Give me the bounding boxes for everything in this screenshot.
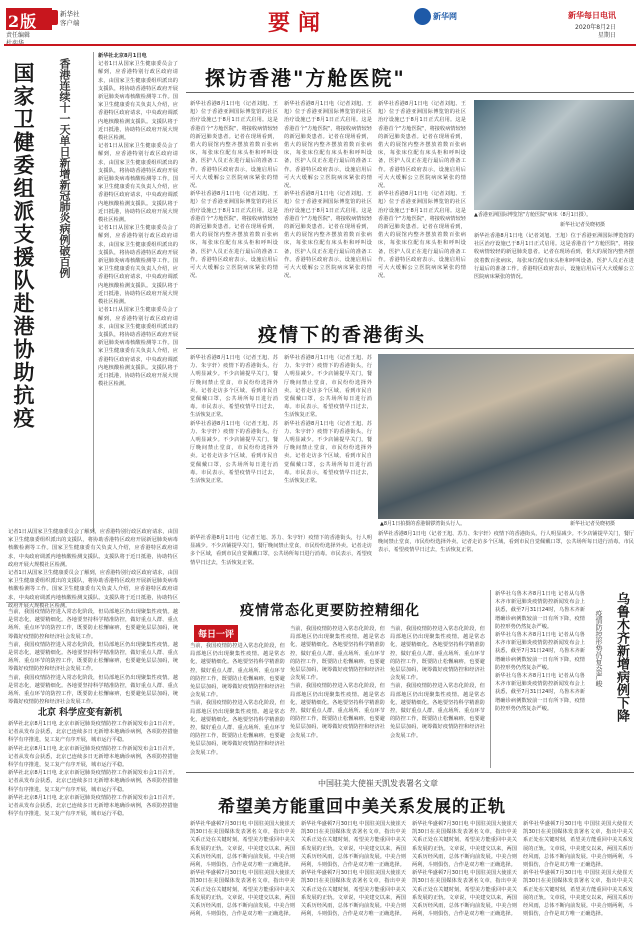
- main-body-text: 新华社香港8月1日电（记者刘旭、王旭）位于香港亚洲国际博览馆的社区治疗设施已于8月1日正式启用。这是香港首个"方舱医院"，将接收病情较轻的新冠肺炎患者。记者在现场看到，偌大的展馆内整齐摆放着数百张病床，每张床位配有床头柜和呼叫设备，医护人员正在进行最后的准备工作。香港特区政府表示，设施启用后可大大缓解公立医院病床紧张的情况。: [474, 233, 634, 281]
- epidemic-body-text: 当前，我国疫情防控进入常态化阶段，但局部地区仍出现聚集性疫情。越是常态化，越要精细化。各地要坚持科学精准防控，做好重点人群、重点场所、重点环节的防控工作，既要防止松懈麻痹，也要避免层层加码，统筹做好疫情防控和经济社会发展工作。: [390, 683, 485, 739]
- us-body-text: 新华社华盛顿7月30日电 中国驻美国大使崔天凯30日在美国媒体发表署名文章，指出中美关系正处在关键时刻，希望美方能重回中美关系发展的正轨。文章说，中美建交以来，两国关系历经风雨，总体不断向前发展。中美合则两利，斗则俱伤，合作是双方唯一正确选择。: [412, 870, 517, 918]
- paper-name: 新华每日电讯: [568, 11, 616, 20]
- science-body: [8, 720, 178, 920]
- issue-date: [575, 24, 616, 40]
- editor-label: 责任编辑: [6, 32, 31, 39]
- epidemic-body-col1: [190, 642, 285, 768]
- section-divider: [6, 602, 180, 603]
- app-promo[interactable]: [60, 10, 80, 28]
- section-divider: [186, 772, 634, 773]
- urumqi-text: 新华社乌鲁木齐8月1日电 记者从乌鲁木齐市新冠肺炎疫情防控新闻发布会上获悉，截至7月31日24时，乌鲁木齐新增确诊病例数较前一日有所下降，疫情防控形势仍然复杂严峻。: [495, 673, 585, 712]
- main-body-text: 新华社香港8月1日电（记者刘旭、王旭）位于香港亚洲国际博览馆的社区治疗设施已于8月1日正式启用。这是香港首个"方舱医院"，将接收病情较轻的新冠肺炎患者。记者在现场看到，偌大的展馆内整齐摆放着数百张病床，每张床位配有床头柜和呼叫设备，医护人员正在进行最后的准备工作。香港特区政府表示，设施启用后可大大缓解公立医院病床紧张的情况。: [284, 191, 372, 280]
- epidemic-body-col2: [290, 625, 385, 768]
- us-kicker: 中国驻美大使崔天凯发表署名文章: [318, 779, 438, 788]
- main-body-col3: [378, 100, 466, 325]
- headline-rule: [186, 348, 634, 349]
- left-byline: 新华社北京8月1日电: [98, 53, 147, 59]
- left-article-tail: [8, 528, 178, 609]
- urumqi-headline: 乌鲁木齐新增病例下降: [614, 592, 629, 722]
- epidemic-body-text: 当前，我国疫情防控进入常态化阶段，但局部地区仍出现聚集性疫情。越是常态化，越要精细化。各地要坚持科学精准防控，做好重点人群、重点场所、重点环节的防控工作，既要防止松懈麻痹，也要避免层层加码，统筹做好疫情防控和经济社会发展工作。: [390, 626, 485, 682]
- left-kicker: 香港连续十一天单日新增新冠肺炎病例破百例: [58, 58, 71, 278]
- qr-code-icon: [47, 10, 58, 25]
- main-body-text: 新华社香港8月1日电（记者刘旭、王旭）位于香港亚洲国际博览馆的社区治疗设施已于8月1日正式启用。这是香港首个"方舱医院"，将接收病情较轻的新冠肺炎患者。记者在现场看到，偌大的展馆内整齐摆放着数百张病床，每张床位配有床头柜和呼叫设备，医护人员正在进行最后的准备工作。香港特区政府表示，设施启用后可大大缓解公立医院病床紧张的情况。: [378, 191, 466, 280]
- photo-credit: 新华社记者吴晓初摄: [560, 222, 606, 228]
- date-text: 2020年8月2日: [575, 24, 616, 31]
- street-body-text: 新华社香港8月1日电（记者王旭、苏力、朱宇轩）疫情下的香港街头，行人明显减少。不少店铺提早关门，餐厅晚间禁止堂食，市民纷纷选择外卖。记者走访多个区域，看到市民自觉佩戴口罩，公共场所每日进行消毒。市民表示，希望疫情早日过去，生活恢复正常。: [190, 355, 278, 419]
- main-body-col4: [474, 232, 634, 324]
- page-number: 2版: [8, 12, 38, 31]
- section-title: 要闻: [268, 10, 329, 36]
- urumqi-body: [495, 590, 585, 768]
- column-divider: [93, 52, 94, 532]
- left-second-text: 当前，我国疫情防控进入常态化阶段，但局部地区仍出现聚集性疫情。越是常态化，越要精细化。各地要坚持科学精准防控，做好重点人群、重点场所、重点环节的防控工作，既要防止松懈麻痹，也要避免层层加码，统筹做好疫情防控和经济社会发展工作。: [8, 609, 178, 640]
- epidemic-body-text: 当前，我国疫情防控进入常态化阶段，但局部地区仍出现聚集性疫情。越是常态化，越要精细化。各地要坚持科学精准防控，做好重点人群、重点场所、重点环节的防控工作，既要防止松懈麻痹，也要避免层层加码，统筹做好疫情防控和经济社会发展工作。: [290, 626, 385, 682]
- street-body-text: 新华社香港8月1日电（记者王旭、苏力、朱宇轩）疫情下的香港街头，行人明显减少。不少店铺提早关门，餐厅晚间禁止堂食，市民纷纷选择外卖。记者走访多个区域，看到市民自觉佩戴口罩，公共场所每日进行消毒。市民表示，希望疫情早日过去，生活恢复正常。: [284, 355, 372, 419]
- us-body-col2: [301, 820, 406, 920]
- epidemic-body-text: 当前，我国疫情防控进入常态化阶段，但局部地区仍出现聚集性疫情。越是常态化，越要精细化。各地要坚持科学精准防控，做好重点人群、重点场所、重点环节的防控工作，既要防止松懈麻痹，也要避免层层加码，统筹做好疫情防控和经济社会发展工作。: [290, 683, 385, 739]
- left-body-text-cont: 记者1日从国家卫生健康委员会了解到，应香港特别行政区政府请求，由国家卫生健康委组织派出的支援队，将协助香港特区政府开展新冠肺炎病毒核酸检测等工作。国家卫生健康委有关负责人介绍，应香港特区政府请求，中央政府调派内地核酸检测支援队。支援队将于近日抵港，协助特区政府开展大规模社区检测。: [98, 225, 178, 306]
- left-body-text: 记者1日从国家卫生健康委员会了解到，应香港特别行政区政府请求，由国家卫生健康委组织派出的支援队，将协助香港特区政府开展新冠肺炎病毒核酸检测等工作。国家卫生健康委有关负责人介绍，应香港特区政府请求，中央政府调派内地核酸检测支援队。支援队将于近日抵港，协助特区政府开展大规模社区检测。: [98, 61, 178, 142]
- left-article-body: [98, 52, 178, 472]
- daily-comment-badge: 每日一评: [194, 625, 238, 642]
- science-text: 新华社北京8月1日电 北京市新冠肺炎疫情防控工作新闻发布会1日召开。记者从发布会获悉，北京已连续多日无新增本地确诊病例，各项防控措施科学有序推进，复工复产有序开展，城市运行平稳。: [8, 794, 178, 818]
- us-body-text: 新华社华盛顿7月30日电 中国驻美国大使崔天凯30日在美国媒体发表署名文章，指出中美关系正处在关键时刻，希望美方能重回中美关系发展的正轨。文章说，中美建交以来，两国关系历经风雨，总体不断向前发展。中美合则两利，斗则俱伤，合作是双方唯一正确选择。: [523, 821, 633, 869]
- left-body-text-cont: 记者1日从国家卫生健康委员会了解到，应香港特别行政区政府请求，由国家卫生健康委组织派出的支援队，将协助香港特区政府开展新冠肺炎病毒核酸检测等工作。国家卫生健康委有关负责人介绍，应香港特区政府请求，中央政府调派内地核酸检测支援队。支援队将于近日抵港，协助特区政府开展大规模社区检测。: [98, 307, 178, 388]
- street-photo-caption: ▲8月1日拍摄的香港铜锣湾街头行人。: [380, 521, 466, 527]
- headline-rule: [186, 92, 634, 93]
- street-body-tail2: [190, 534, 372, 574]
- main-body-col1: [190, 100, 278, 325]
- us-body-col1: [190, 820, 295, 920]
- hk-street-photo: [378, 354, 634, 519]
- logo-icon: [414, 8, 431, 25]
- left-headline: 国家卫健委组派支援队赴港协助抗疫: [11, 62, 36, 430]
- main-body-text: 新华社香港8月1日电（记者刘旭、王旭）位于香港亚洲国际博览馆的社区治疗设施已于8月1日正式启用。这是香港首个"方舱医院"，将接收病情较轻的新冠肺炎患者。记者在现场看到，偌大的展馆内整齐摆放着数百张病床，每张床位配有床头柜和呼叫设备，医护人员正在进行最后的准备工作。香港特区政府表示，设施启用后可大大缓解公立医院病床紧张的情况。: [190, 101, 278, 190]
- street-photo-credit: 新华社记者吴晓初摄: [570, 521, 616, 527]
- left-second-text: 当前，我国疫情防控进入常态化阶段，但局部地区仍出现聚集性疫情。越是常态化，越要精细化。各地要坚持科学精准防控，做好重点人群、重点场所、重点环节的防控工作，既要防止松懈麻痹，也要避免层层加码，统筹做好疫情防控和经济社会发展工作。: [8, 641, 178, 673]
- street-body-text: 新华社香港8月1日电（记者王旭、苏力、朱宇轩）疫情下的香港街头，行人明显减少。不少店铺提早关门，餐厅晚间禁止堂食，市民纷纷选择外卖。记者走访多个区域，看到市民自觉佩戴口罩，公共场所每日进行消毒。市民表示，希望疫情早日过去，生活恢复正常。: [190, 420, 278, 485]
- epidemic-body-text: 当前，我国疫情防控进入常态化阶段，但局部地区仍出现聚集性疫情。越是常态化，越要精细化。各地要坚持科学精准防控，做好重点人群、重点场所、重点环节的防控工作，既要防止松懈麻痹，也要避免层层加码，统筹做好疫情防控和经济社会发展工作。: [190, 700, 285, 756]
- street-body-tail: [378, 530, 634, 574]
- us-body-text: 新华社华盛顿7月30日电 中国驻美国大使崔天凯30日在美国媒体发表署名文章，指出中美关系正处在关键时刻，希望美方能重回中美关系发展的正轨。文章说，中美建交以来，两国关系历经风雨，总体不断向前发展。中美合则两利，斗则俱伤，合作是双方唯一正确选择。: [523, 870, 633, 918]
- left-second-article: [8, 608, 178, 706]
- us-body-col4: [523, 820, 633, 920]
- main-body-text: 新华社香港8月1日电（记者刘旭、王旭）位于香港亚洲国际博览馆的社区治疗设施已于8月1日正式启用。这是香港首个"方舱医院"，将接收病情较轻的新冠肺炎患者。记者在现场看到，偌大的展馆内整齐摆放着数百张病床，每张床位配有床头柜和呼叫设备，医护人员正在进行最后的准备工作。香港特区政府表示，设施启用后可大大缓解公立医院病床紧张的情况。: [378, 101, 466, 190]
- street-headline: 疫情下的香港街头: [258, 324, 427, 346]
- urumqi-text: 新华社乌鲁木齐8月1日电 记者从乌鲁木齐市新冠肺炎疫情防控新闻发布会上获悉，截至7月31日24时，乌鲁木齐新增确诊病例数较前一日有所下降，疫情防控形势仍然复杂严峻。: [495, 591, 585, 630]
- main-body-text: 新华社香港8月1日电（记者刘旭、王旭）位于香港亚洲国际博览馆的社区治疗设施已于8月1日正式启用。这是香港首个"方舱医院"，将接收病情较轻的新冠肺炎患者。记者在现场看到，偌大的展馆内整齐摆放着数百张病床，每张床位配有床头柜和呼叫设备，医护人员正在进行最后的准备工作。香港特区政府表示，设施启用后可大大缓解公立医院病床紧张的情况。: [284, 101, 372, 190]
- column-divider: [490, 590, 491, 768]
- main-body-text: 新华社香港8月1日电（记者刘旭、王旭）位于香港亚洲国际博览馆的社区治疗设施已于8月1日正式启用。这是香港首个"方舱医院"，将接收病情较轻的新冠肺炎患者。记者在现场看到，偌大的展馆内整齐摆放着数百张病床，每张床位配有床头柜和呼叫设备，医护人员正在进行最后的准备工作。香港特区政府表示，设施启用后可大大缓解公立医院病床紧张的情况。: [190, 191, 278, 280]
- urumqi-subhead: 疫情防控形势仍复杂严峻: [595, 610, 603, 687]
- us-body-text: 新华社华盛顿7月30日电 中国驻美国大使崔天凯30日在美国媒体发表署名文章，指出中美关系正处在关键时刻，希望美方能重回中美关系发展的正轨。文章说，中美建交以来，两国关系历经风雨，总体不断向前发展。中美合则两利，斗则俱伤，合作是双方唯一正确选择。: [190, 870, 295, 918]
- science-text: 新华社北京8月1日电 北京市新冠肺炎疫情防控工作新闻发布会1日召开。记者从发布会获悉，北京已连续多日无新增本地确诊病例，各项防控措施科学有序推进，复工复产有序开展，城市运行平稳。: [8, 721, 178, 744]
- us-body-col3: [412, 820, 517, 920]
- us-body-text: 新华社华盛顿7月30日电 中国驻美国大使崔天凯30日在美国媒体发表署名文章，指出中美关系正处在关键时刻，希望美方能重回中美关系发展的正轨。文章说，中美建交以来，两国关系历经风雨，总体不断向前发展。中美合则两利，斗则俱伤，合作是双方唯一正确选择。: [412, 821, 517, 869]
- app-label: 客户端: [60, 19, 80, 27]
- us-body-text: 新华社华盛顿7月30日电 中国驻美国大使崔天凯30日在美国媒体发表署名文章，指出中美关系正处在关键时刻，希望美方能重回中美关系发展的正轨。文章说，中美建交以来，两国关系历经风雨，总体不断向前发展。中美合则两利，斗则俱伤，合作是双方唯一正确选择。: [301, 870, 406, 918]
- epidemic-headline: 疫情常态化更要防控精细化: [240, 603, 420, 619]
- xinhuanet-logo: [414, 8, 457, 25]
- main-headline: 探访香港"方舱医院": [205, 66, 406, 90]
- left-tail-text: 记者1日从国家卫生健康委员会了解到，应香港特别行政区政府请求，由国家卫生健康委组织派出的支援队，将协助香港特区政府开展新冠肺炎病毒核酸检测等工作。国家卫生健康委有关负责人介绍，应香港特区政府请求，中央政府调派内地核酸检测支援队。支援队将于近日抵港，协助特区政府开展大规模社区检测。: [8, 529, 178, 568]
- fangcang-hospital-photo: [474, 100, 634, 210]
- epidemic-body-text: 当前，我国疫情防控进入常态化阶段，但局部地区仍出现聚集性疫情。越是常态化，越要精细化。各地要坚持科学精准防控，做好重点人群、重点场所、重点环节的防控工作，既要防止松懈麻痹，也要避免层层加码，统筹做好疫情防控和经济社会发展工作。: [190, 643, 285, 699]
- left-second-text: 当前，我国疫情防控进入常态化阶段，但局部地区仍出现聚集性疫情。越是常态化，越要精细化。各地要坚持科学精准防控，做好重点人群、重点场所、重点环节的防控工作，既要防止松懈麻痹，也要避免层层加码，统筹做好疫情防控和经济社会发展工作。: [8, 674, 178, 706]
- header-rule: [4, 44, 636, 46]
- science-headline: 北京 科学应变有新机: [38, 708, 123, 718]
- street-body-text: 新华社香港8月1日电（记者王旭、苏力、朱宇轩）疫情下的香港街头，行人明显减少。不少店铺提早关门，餐厅晚间禁止堂食，市民纷纷选择外卖。记者走访多个区域，看到市民自觉佩戴口罩，公共场所每日进行消毒。市民表示，希望疫情早日过去，生活恢复正常。: [284, 420, 372, 485]
- left-body-text-cont: 记者1日从国家卫生健康委员会了解到，应香港特别行政区政府请求，由国家卫生健康委组织派出的支援队，将协助香港特区政府开展新冠肺炎病毒核酸检测等工作。国家卫生健康委有关负责人介绍，应香港特区政府请求，中央政府调派内地核酸检测支援队。支援队将于近日抵港，协助特区政府开展大规模社区检测。: [98, 143, 178, 224]
- us-headline: 希望美方能重回中美关系发展的正轨: [218, 797, 506, 817]
- us-body-text: 新华社华盛顿7月30日电 中国驻美国大使崔天凯30日在美国媒体发表署名文章，指出中美关系正处在关键时刻，希望美方能重回中美关系发展的正轨。文章说，中美建交以来，两国关系历经风雨，总体不断向前发展。中美合则两利，斗则俱伤，合作是双方唯一正确选择。: [301, 821, 406, 869]
- street-body-text: 新华社香港8月1日电（记者王旭、苏力、朱宇轩）疫情下的香港街头，行人明显减少。不少店铺提早关门，餐厅晚间禁止堂食，市民纷纷选择外卖。记者走访多个区域，看到市民自觉佩戴口罩，公共场所每日进行消毒。市民表示，希望疫情早日过去，生活恢复正常。: [378, 531, 634, 554]
- street-body-text: 新华社香港8月1日电（记者王旭、苏力、朱宇轩）疫情下的香港街头，行人明显减少。不少店铺提早关门，餐厅晚间禁止堂食，市民纷纷选择外卖。记者走访多个区域，看到市民自觉佩戴口罩，公共场所每日进行消毒。市民表示，希望疫情早日过去，生活恢复正常。: [190, 535, 372, 566]
- photo-caption: ▲香港亚洲国际博览馆"方舱医院"病床（8月1日摄）。: [474, 212, 592, 218]
- street-body-col2: [284, 354, 372, 534]
- urumqi-text: 新华社乌鲁木齐8月1日电 记者从乌鲁木齐市新冠肺炎疫情防控新闻发布会上获悉，截至7月31日24时，乌鲁木齐新增确诊病例数较前一日有所下降，疫情防控形势仍然复杂严峻。: [495, 632, 585, 671]
- left-tail-text: 记者1日从国家卫生健康委员会了解到，应香港特别行政区政府请求，由国家卫生健康委组织派出的支援队，将协助香港特区政府开展新冠肺炎病毒核酸检测等工作。国家卫生健康委有关负责人介绍，应香港特区政府请求，中央政府调派内地核酸检测支援队。支援队将于近日抵港，协助特区政府开展大规模社区检测。: [8, 570, 178, 609]
- app-name: 新华社: [60, 10, 80, 18]
- main-body-col2: [284, 100, 372, 325]
- science-text: 新华社北京8月1日电 北京市新冠肺炎疫情防控工作新闻发布会1日召开。记者从发布会获悉，北京已连续多日无新增本地确诊病例，各项防控措施科学有序推进，复工复产有序开展，城市运行平稳。: [8, 745, 178, 769]
- logo-text: 新华网: [433, 12, 457, 21]
- us-body-text: 新华社华盛顿7月30日电 中国驻美国大使崔天凯30日在美国媒体发表署名文章，指出中美关系正处在关键时刻，希望美方能重回中美关系发展的正轨。文章说，中美建交以来，两国关系历经风雨，总体不断向前发展。中美合则两利，斗则俱伤，合作是双方唯一正确选择。: [190, 821, 295, 869]
- weekday-text: 星期日: [597, 32, 616, 39]
- science-text: 新华社北京8月1日电 北京市新冠肺炎疫情防控工作新闻发布会1日召开。记者从发布会获悉，北京已连续多日无新增本地确诊病例，各项防控措施科学有序推进，复工复产有序开展，城市运行平稳。: [8, 770, 178, 793]
- epidemic-body-col3: [390, 625, 485, 768]
- street-body-col1: [190, 354, 278, 534]
